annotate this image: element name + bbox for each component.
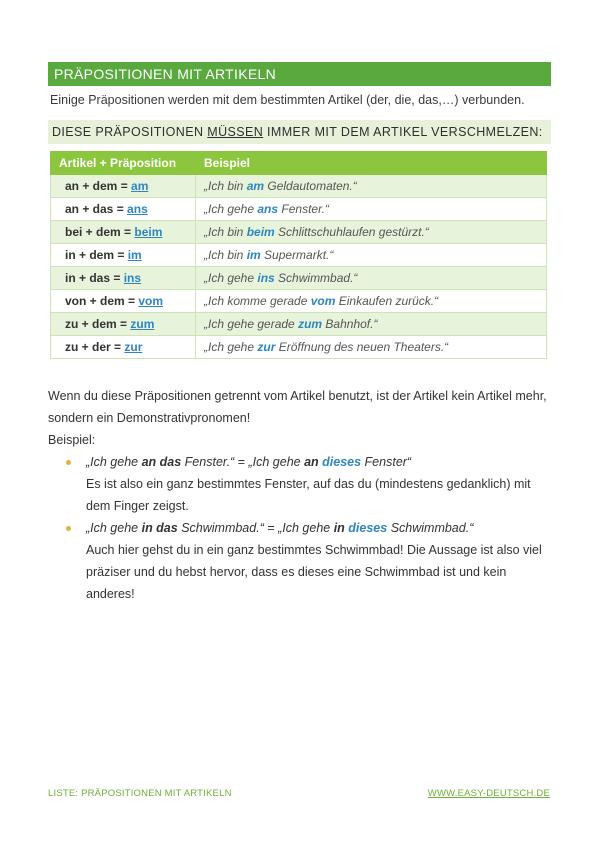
rule-cell: [51, 198, 196, 221]
example-pre: „Ich gehe gerade: [204, 317, 299, 331]
example-keyword: vom: [310, 294, 336, 308]
contraction-suffix: s: [134, 271, 142, 285]
example-pre: „Ich bin: [204, 179, 247, 193]
header-rule: Artikel + Präposition: [51, 152, 196, 175]
example-post: Fenster.“: [278, 202, 329, 216]
rule-text: bei + dem =: [65, 225, 135, 239]
example-keyword: ans: [257, 202, 279, 216]
rule-text: an + dem =: [65, 179, 132, 193]
table-row: [51, 244, 547, 267]
bullet-quote-line: [86, 517, 551, 539]
rule-cell: [51, 313, 196, 336]
example-cell: [196, 244, 547, 267]
contraction: [124, 271, 141, 285]
header-example: Beispiel: [196, 152, 547, 175]
table-row: [51, 175, 547, 198]
example-keyword: zum: [298, 317, 323, 331]
example-keyword: ins: [257, 271, 275, 285]
explanation-paragraph: Wenn du diese Präpositionen getrennt vom Artikel benutzt, ist der Artikel kein Artikel mehr, sondern ein Demonstrativpronomen!: [48, 389, 547, 425]
example-pre: „Ich gehe: [204, 202, 258, 216]
example-pre: „Ich gehe: [204, 271, 258, 285]
contraction-suffix: m: [143, 317, 155, 331]
contraction: [131, 179, 148, 193]
example-keyword: im: [246, 248, 261, 262]
contraction-suffix: m: [151, 225, 163, 239]
example-post: Geldautomaten.“: [264, 179, 357, 193]
example-cell: [196, 267, 547, 290]
table-row: [51, 221, 547, 244]
contraction-suffix: m: [152, 294, 164, 308]
example-post: Eröffnung des neuen Theaters.“: [275, 340, 449, 354]
contraction-stem: vo: [138, 294, 153, 308]
example-cell: [196, 198, 547, 221]
contraction-suffix: r: [137, 340, 143, 354]
table-header-row: [51, 152, 547, 175]
rule-cell: [51, 267, 196, 290]
rule-text: an + das =: [65, 202, 128, 216]
example-post: Bahnhof.“: [322, 317, 378, 331]
bullet-quote-line: [86, 451, 551, 473]
rule-cell: [51, 175, 196, 198]
contraction-stem: i: [127, 248, 132, 262]
contraction: [138, 294, 163, 308]
example-cell: [196, 313, 547, 336]
example-post: Schlittschuhlaufen gestürzt.“: [274, 225, 429, 239]
example-keyword: zur: [257, 340, 276, 354]
contraction: [127, 202, 148, 216]
rule-cell: [51, 290, 196, 313]
list-item: [86, 517, 551, 605]
contraction-stem: an: [127, 202, 142, 216]
contraction-stem: in: [123, 271, 135, 285]
bullet-dot-icon: [66, 460, 71, 465]
page-title: PRÄPOSITIONEN MIT ARTIKELN: [48, 62, 551, 86]
quote-2: „Ich gehe an dieses Fenster“: [248, 455, 412, 469]
list-item: [86, 451, 551, 517]
bullet-explanation: Es ist also ein ganz bestimmtes Fenster, auf das du (mindestens gedanklich) mit dem Finger zeigst.: [86, 477, 531, 513]
rule-text: in + das =: [65, 271, 124, 285]
example-list: [48, 451, 551, 605]
rule-cell: [51, 221, 196, 244]
intro-text: Einige Präpositionen werden mit dem bestimmten Artikel (der, die, das,…) verbunden.: [50, 93, 525, 107]
example-cell: [196, 175, 547, 198]
example-pre: „Ich bin: [204, 248, 247, 262]
contraction: [130, 317, 154, 331]
table-row: [51, 313, 547, 336]
contraction: [124, 340, 142, 354]
contraction-suffix: m: [137, 179, 149, 193]
subtitle-emphasis: MÜSSEN: [207, 125, 264, 139]
example-cell: [196, 221, 547, 244]
rule-text: in + dem =: [65, 248, 128, 262]
contraction: [128, 248, 142, 262]
section-subtitle: [48, 120, 551, 144]
equals-sign: =: [263, 521, 279, 535]
explanation: [48, 385, 549, 451]
example-post: Schwimmbad.“: [274, 271, 358, 285]
example-keyword: am: [246, 179, 265, 193]
contraction-stem: zu: [130, 317, 144, 331]
rule-text: von + dem =: [65, 294, 139, 308]
table-row: [51, 290, 547, 313]
contraction-stem: a: [131, 179, 138, 193]
quote-1: „Ich gehe an das Fenster.“: [86, 455, 235, 469]
preposition-table: [50, 151, 547, 359]
example-keyword: beim: [246, 225, 275, 239]
table-row: [51, 336, 547, 359]
rule-text: zu + dem =: [65, 317, 131, 331]
subtitle-before: DIESE PRÄPOSITIONEN: [52, 125, 208, 139]
page-footer: [48, 788, 550, 799]
contraction-stem: zu: [124, 340, 138, 354]
contraction: [134, 225, 162, 239]
bullet-explanation: Auch hier gehst du in ein ganz bestimmtes Schwimmbad! Die Aussage ist also viel präziser und du hebst hervor, dass es dieses eine Schwimmbad ist und kein anderes!: [86, 543, 542, 601]
footer-list-title: LISTE: PRÄPOSITIONEN MIT ARTIKELN: [48, 788, 232, 799]
example-cell: [196, 336, 547, 359]
table-row: [51, 198, 547, 221]
example-pre: „Ich bin: [204, 225, 247, 239]
example-pre: „Ich gehe: [204, 340, 258, 354]
example-pre: „Ich komme gerade: [204, 294, 311, 308]
table-row: [51, 267, 547, 290]
example-post: Supermarkt.“: [260, 248, 334, 262]
quote-1: „Ich gehe in das Schwimmbad.“: [86, 521, 264, 535]
quote-2: „Ich gehe in dieses Schwimmbad.“: [278, 521, 474, 535]
rule-cell: [51, 244, 196, 267]
rule-text: zu + der =: [65, 340, 125, 354]
contraction-suffix: s: [141, 202, 148, 216]
example-cell: [196, 290, 547, 313]
document-page: [48, 62, 551, 605]
contraction-suffix: m: [131, 248, 142, 262]
contraction-stem: bei: [134, 225, 152, 239]
subtitle-after: IMMER MIT DEM ARTIKEL VERSCHMELZEN:: [263, 125, 543, 139]
footer-website-link[interactable]: WWW.EASY-DEUTSCH.DE: [427, 788, 550, 799]
equals-sign: =: [234, 455, 249, 469]
example-post: Einkaufen zurück.“: [335, 294, 439, 308]
rule-cell: [51, 336, 196, 359]
bullet-dot-icon: [66, 526, 71, 531]
example-label: Beispiel:: [48, 433, 96, 447]
